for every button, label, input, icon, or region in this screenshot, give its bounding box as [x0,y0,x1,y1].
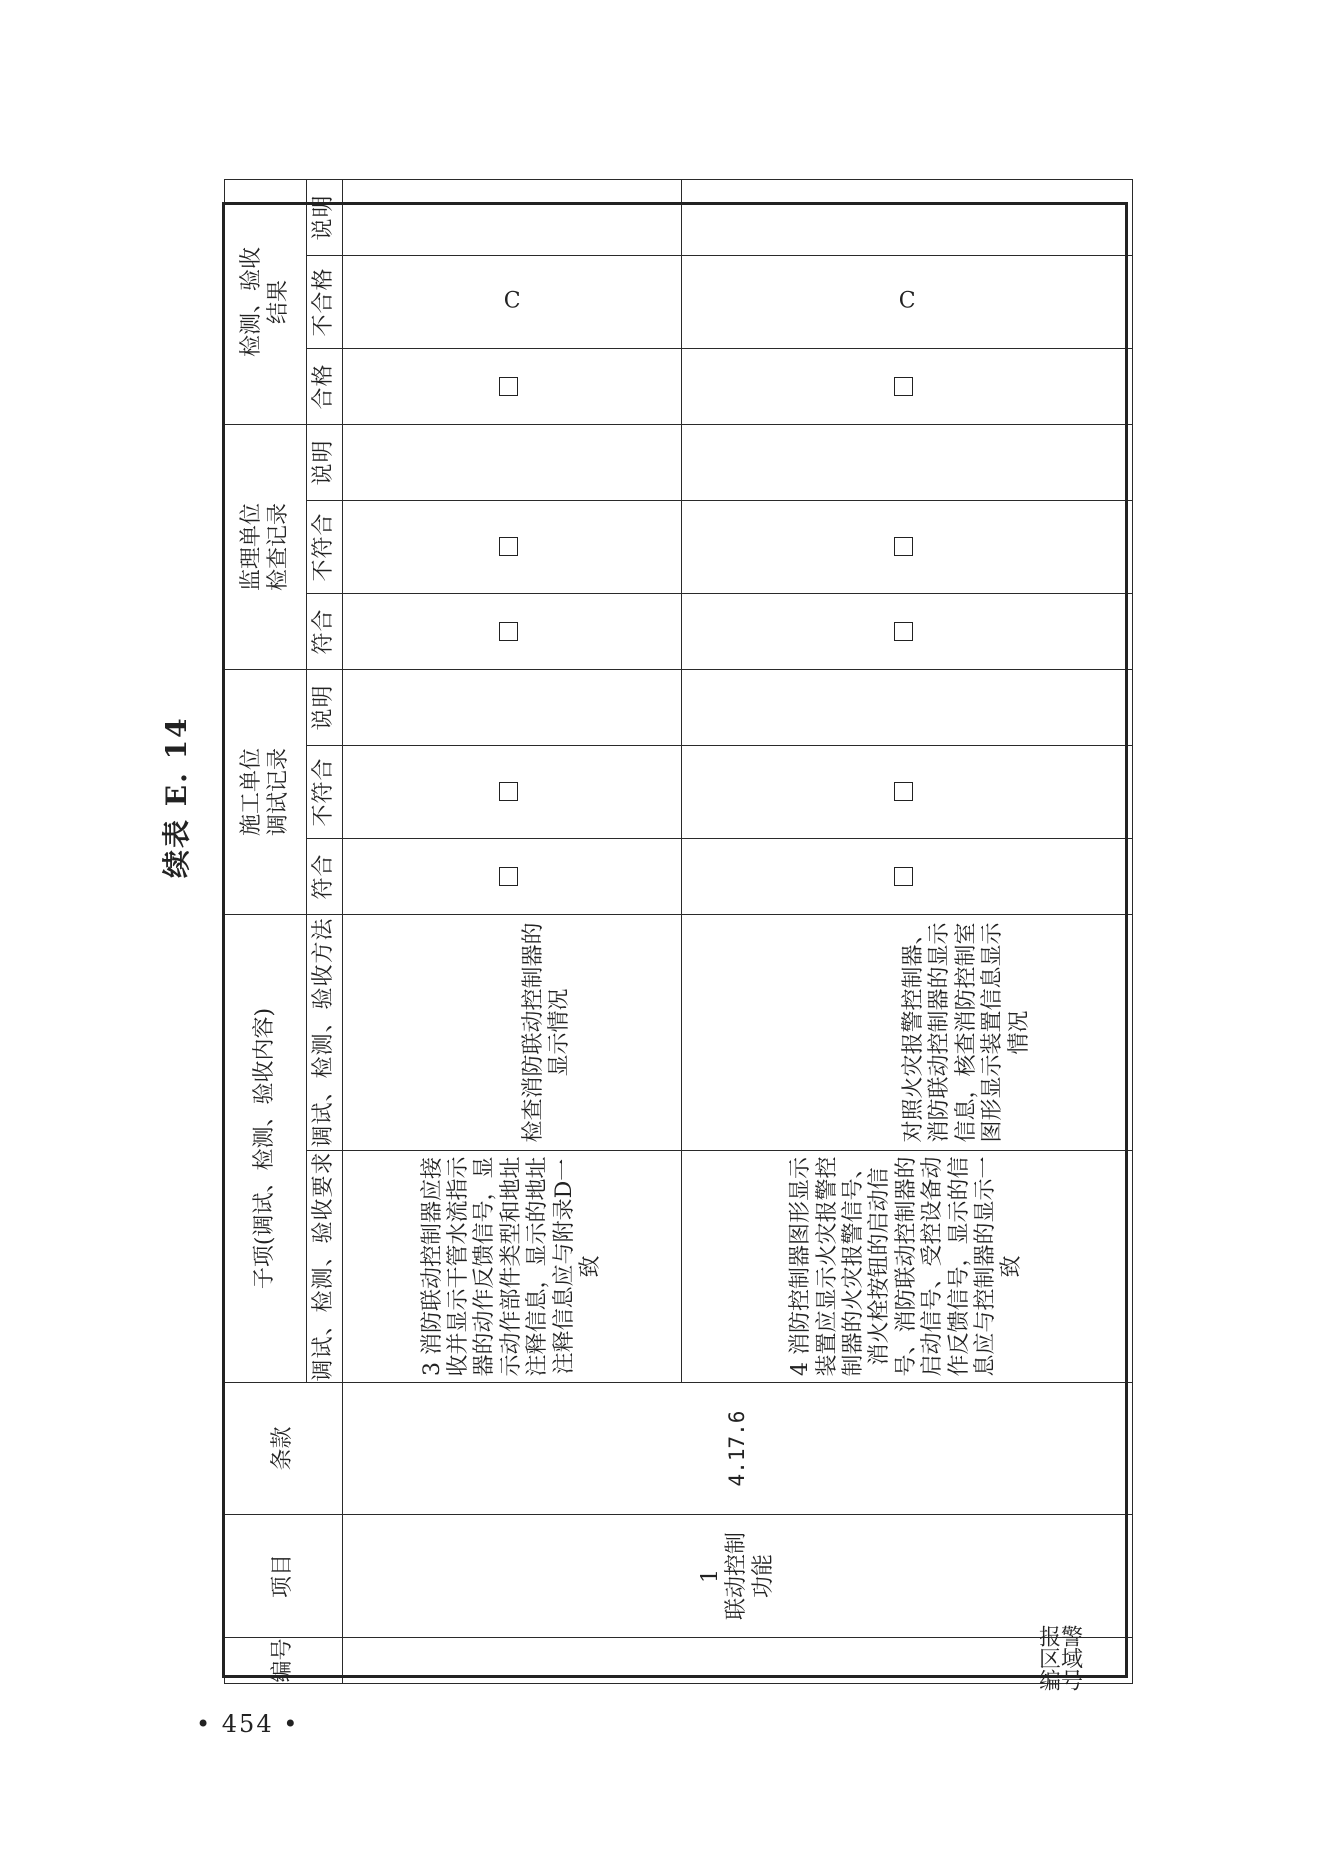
row-2-supervision-remark[interactable] [682,424,1133,500]
header-construction-nonconform: 不符合 [307,745,343,838]
header-clause: 条款 [225,1383,343,1515]
checkbox-icon[interactable] [894,377,913,396]
checkbox-icon[interactable] [499,782,518,801]
row-2-result-unqualified[interactable] [682,255,1133,348]
row-1-result-unqualified[interactable] [343,255,682,348]
project-cell [343,1515,1133,1638]
header-construction-conform: 符合 [307,838,343,914]
header-project: 项目 [225,1515,343,1638]
number-cell [343,1625,1133,1695]
row-2-construction-remark[interactable] [682,669,1133,745]
checkbox-icon[interactable] [499,537,518,556]
header-supervision-nonconform: 不符合 [307,500,343,593]
row-2-result-qualified[interactable] [682,348,1133,424]
checkbox-icon[interactable] [499,622,518,641]
checkbox-icon[interactable] [894,622,913,641]
checkbox-icon[interactable] [894,867,913,886]
row-2-supervision-conform[interactable] [682,593,1133,669]
header-method: 调试、检测、验收方法 [307,914,343,1150]
table-title: 续表 E. 14 [160,716,193,878]
header-result-group: 检测、验收 结果 [225,179,307,424]
row-2-method: 对照火灾报警控制器、消防联动控制器的显示信息，核查消防控制室图形显示装置信息显示情况 [682,914,1133,1150]
header-subitem-group: 子项(调试、检测、验收内容) [225,914,307,1382]
row-1-result-remark[interactable] [343,179,682,255]
number-cell-text: 报警区域编号 [1038,1625,1083,1695]
header-number: 编号 [225,1638,343,1684]
row-1-supervision-remark[interactable] [343,424,682,500]
inspection-table [224,179,1133,1695]
rotated-table-container [224,194,1132,1695]
row-1-construction-remark[interactable] [343,669,682,745]
project-name: 联动控制 功能 [724,1532,776,1621]
header-requirement: 调试、检测、验收要求 [307,1151,343,1383]
row-1-construction-conform[interactable] [343,838,682,914]
clause-cell: 4.17.6 [343,1383,1133,1515]
row-2-supervision-nonconform[interactable] [682,500,1133,593]
header-construction-group: 施工单位 调试记录 [225,669,307,914]
page-number: • 454 • [196,1710,300,1738]
checkbox-icon[interactable] [499,377,518,396]
header-result-qualified: 合格 [307,348,343,424]
checkbox-icon[interactable] [894,782,913,801]
checkbox-icon[interactable] [894,537,913,556]
header-supervision-conform: 符合 [307,593,343,669]
row-1-supervision-conform[interactable] [343,593,682,669]
row-2-requirement: 4 消防控制器图形显示装置应显示火灾报警控制器的火灾报警信号、消火栓按钮的启动信号、消防联动控制器的启动信号、受控设备动作反馈信号，显示的信息应与控制器的显示一致 [682,1151,1133,1383]
header-supervision-group: 监理单位 检查记录 [225,424,307,669]
circle-mark: C [503,288,521,314]
header-result-unqualified: 不合格 [307,255,343,348]
row-1-construction-nonconform[interactable] [343,745,682,838]
checkbox-icon[interactable] [499,867,518,886]
header-construction-remark: 说明 [307,669,343,745]
project-number: 1 [697,1569,723,1583]
row-2-construction-conform[interactable] [682,838,1133,914]
circle-mark: C [898,288,916,314]
row-1-requirement: 3 消防联动控制器应接收并显示干管水流指示器的动作反馈信号，显示动作部件类型和地址注释信息，显示的地址注释信息应与附录D一致 [343,1151,682,1383]
row-1-method: 检查消防联动控制器的显示情况 [343,914,682,1150]
row-1-supervision-nonconform[interactable] [343,500,682,593]
header-result-remark: 说明 [307,179,343,255]
row-1-result-qualified[interactable] [343,348,682,424]
row-2-construction-nonconform[interactable] [682,745,1133,838]
row-2-result-remark[interactable] [682,179,1133,255]
header-supervision-remark: 说明 [307,424,343,500]
